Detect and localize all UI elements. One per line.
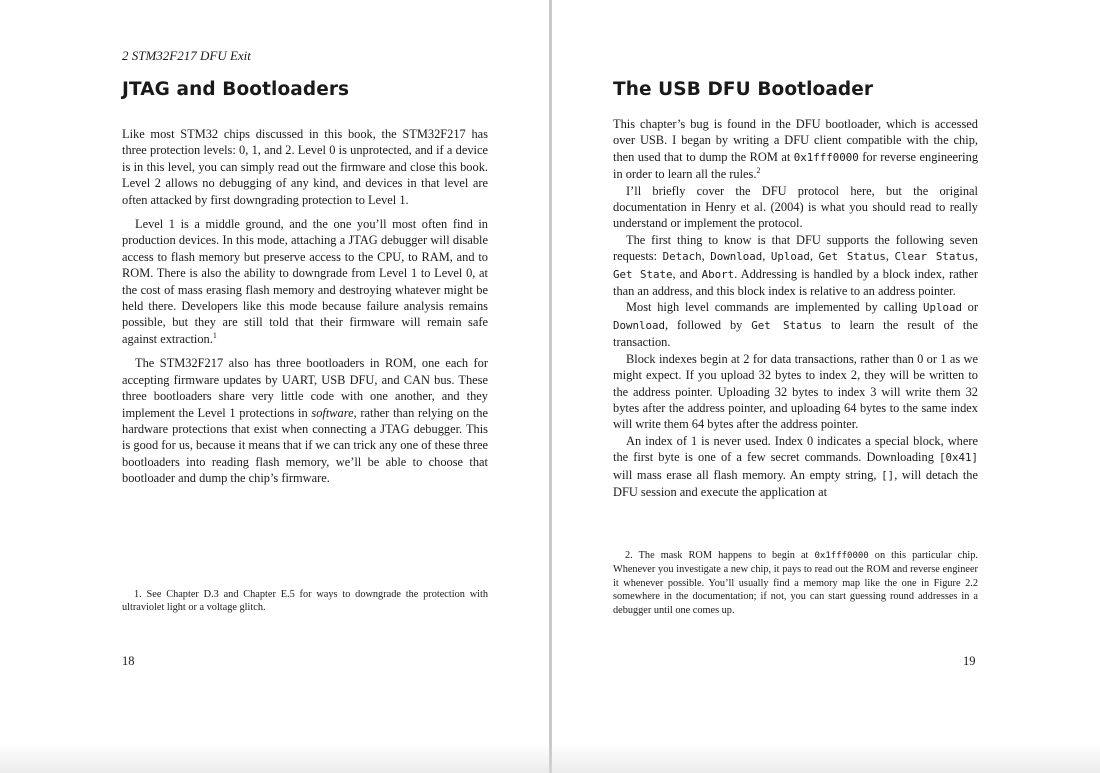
code-command: Get Status [751,318,823,332]
code-command: Download [613,318,666,332]
paragraph: The STM32F217 also has three bootloaders in ROM, one each for accepting firmware updates by UART, USB DFU, and CAN bus. These three bootloaders share very little code with one another, and they implement the Level 1 protections in software, rather than relying on the hardware protections that exist when connecting a JTAG debugger. This is good for us, because it means that if we can trick any one of these three bootloaders into reading flash memory, we’ll be able to choose that bootloader and dump the chip’s firmware. [122,356,489,486]
paragraph: I’ll briefly cover the DFU protocol here, but the original documentation in Henry et al. (2004) is what you should read to really understand or implement the protocol. [613,183,978,231]
footnote-text: 2. The mask ROM happens to begin at 0x1fff0000 on this particular chip. Whenever you investigate a new chip, it pays to read out the ROM and reverse engineer it whenever possible. You’ll usually find a memory map like the one in Figure 2.2 somewhere in the documentation; if not, you can start guessing round addresses in a debugger until one comes up. [613,550,978,616]
running-head: 2 STM32F217 DFU Exit [122,48,251,63]
footnote-marker: 2 [756,166,761,176]
paragraph: An index of 1 is never used. Index 0 indicates a special block, where the first byte is one of a few secret commands. Downloading [0x41] will mass erase all flash memory. An empty string, [], will detach the DFU session and execute the application at [613,433,978,499]
code-command: [0x41] [938,451,978,465]
footnote-marker: 1 [212,330,217,340]
code-command: Upload [922,301,962,315]
emphasis-software: software [311,405,354,420]
paragraph: This chapter’s bug is found in the DFU bootloader, which is accessed over USB. I began by writing a DFU client compatible with the chip, then used that to dump the ROM at 0x1fff0000 for reverse engineering in order to learn all the rules.$^2$ [613,117,979,182]
code-address: 0x1fff0000 [814,551,869,561]
paragraph: Level 1 is a middle ground, and the one you’ll most often find in production devices. In this mode, attaching a JTAG debugger will disable access to flash memory but preserve access to the CPU, to RAM, and to ROM. There is also the ability to downgrade from Level 1 to Level 0, at the cost of mass erasing flash memory and destroying whatever might be held there. Developers like this mode because failure analysis remains possible, but they are still told that their firmware will remain safe against extraction.$^1$ [122,217,488,346]
code-request: Abort [701,267,735,281]
right-body-text [613,116,978,500]
code-request: Download [710,250,763,264]
paragraph: Block indexes begin at 2 for data transactions, rather than 0 or 1 as we might expect. If you upload 32 bytes to index 2, they will be written to the address pointer. Uploading 32 bytes to index 3 will write them 32 bytes after the address pointer, and uploading 64 bytes to the same index will write them 64 bytes after the address pointer. [613,351,978,432]
code-request: Upload [770,250,810,264]
left-body-text [122,126,488,487]
code-request: Detach [662,250,702,264]
footnote [122,588,488,615]
page-number: 19 [963,654,976,668]
code-request: Get Status [818,250,886,264]
code-request: Clear Status [894,250,975,264]
paragraph: Like most STM32 chips discussed in this book, the STM32F217 has three protection levels: 0, 1, and 2. Level 0 is unprotected, and if a device is in this level, you can simply read out the firmware and close this book. Level 2 allows no debugging of any kind, and devices in that level are often attacked by first downgrading protection to Level 1. [122,127,488,207]
left-page [0,0,549,773]
code-request: Get State [613,267,673,281]
footnote-text: 1. See Chapter D.3 and Chapter E.5 for ways to downgrade the protection with ultraviolet light or a voltage glitch. [122,589,488,614]
paragraph: Most high level commands are implemented by calling Upload or Download, followed by Get Status to learn the result of the transaction. [613,300,978,350]
page-number: 18 [122,654,135,668]
paragraph: The first thing to know is that DFU supports the following seven requests: Detach, Download, Upload, Get Status, Clear Status, Get State, and Abort. Addressing is handled by a block index, rather than an address, and this block index is relative to an address pointer. [613,232,978,299]
section-title-jtag: JTAG and Bootloaders [122,79,350,100]
footnote [613,549,978,617]
code-address: 0x1fff0000 [793,150,859,164]
section-title-usb-dfu: The USB DFU Bootloader [613,79,874,100]
code-command: [] [881,468,895,482]
